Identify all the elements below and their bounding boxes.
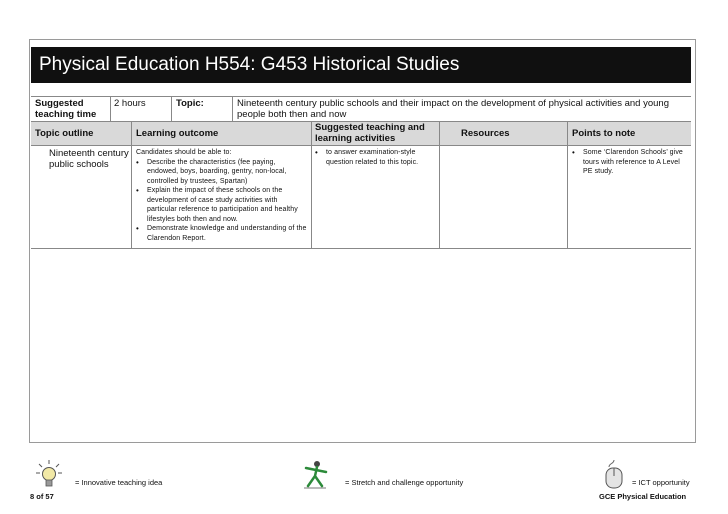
topic-value: Nineteenth century public schools and their impact on the development of physical activities and young people both then and now [237, 98, 669, 120]
suggested-label: Suggested teaching time [35, 98, 97, 120]
points-cell [572, 148, 690, 177]
outcome-intro: Candidates should be able to: [136, 149, 232, 156]
lightbulb-icon [36, 459, 62, 489]
outcome-item: • Describe the characteristics (fee paying, endowed, boys, boarding, gentry, non-local, controlled by trustees, Spartan) [136, 158, 308, 187]
computer-mouse-icon [603, 460, 625, 490]
header-outline: Topic outline [35, 128, 94, 139]
brand-label: GCE Physical Education [599, 492, 687, 501]
header-teaching: Suggested teaching and learning activities [315, 122, 425, 144]
topic-label: Topic: [176, 98, 204, 109]
page-title: Physical Education H554: G453 Historical Studies [31, 47, 691, 83]
learning-outcome-cell [136, 148, 308, 243]
page-number: 8 of 57 [30, 492, 54, 501]
stretch-legend: = Stretch and challenge opportunity [345, 478, 464, 487]
points-item: • Some ‘Clarendon Schools’ give tours with reference to A Level PE study. [572, 148, 690, 177]
topic-outline-cell: Nineteenth century public schools [49, 148, 129, 170]
time-value: 2 hours [114, 98, 146, 109]
innovative-legend: = Innovative teaching idea [75, 478, 163, 487]
ict-legend: = ICT opportunity [632, 478, 690, 487]
header-outcome: Learning outcome [136, 128, 219, 139]
teaching-item: • to answer examination-style question related to this topic. [315, 148, 437, 167]
table-row [31, 146, 691, 249]
teaching-cell [315, 148, 437, 167]
outcome-item: • Explain the impact of these schools on the development of case study activities with particular reference to participation and healthy lifestyles both then and now. [136, 186, 308, 224]
meta-row [31, 96, 691, 122]
table-header [31, 122, 691, 146]
header-points: Points to note [572, 128, 636, 139]
header-resources: Resources [461, 128, 510, 139]
outcome-item: • Demonstrate knowledge and understanding of the Clarendon Report. [136, 224, 308, 243]
stretching-figure-icon [300, 460, 330, 490]
